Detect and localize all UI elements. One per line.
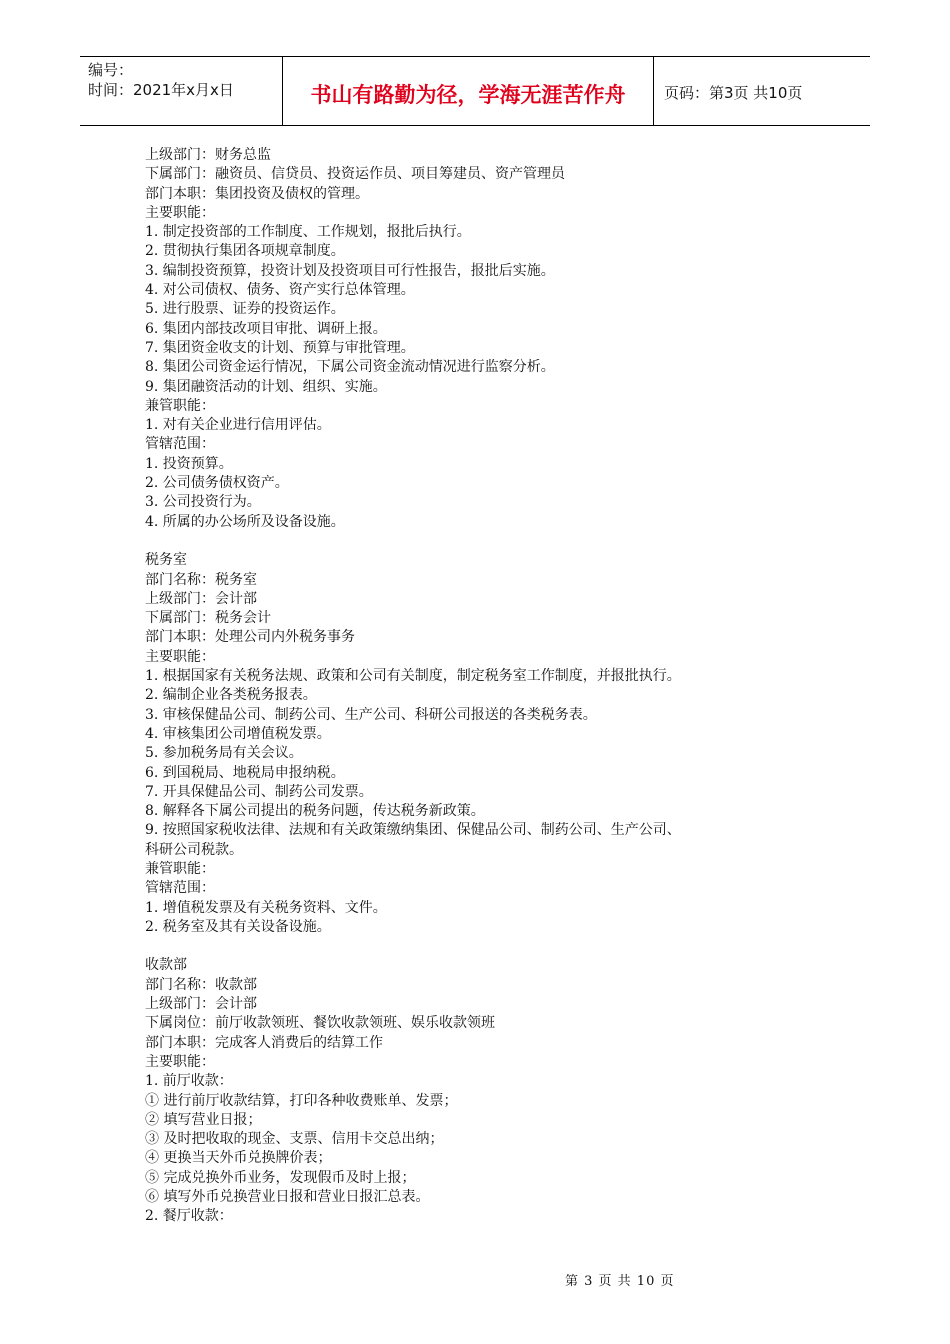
text-line: 5. 进行股票、证券的投资运作。 [145,301,345,318]
text-line: 4. 所属的办公场所及设备设施。 [145,513,345,530]
document-date: 时间：2021年x月x日 [88,81,234,99]
document-number-label: 编号： [88,61,134,79]
text-line: 主要职能： [145,648,215,665]
text-line: 2. 餐厅收款： [145,1208,233,1225]
text-line: 税务室 [145,552,187,569]
text-line: 4. 审核集团公司增值税发票。 [145,725,331,742]
text-line: 下属部门：融资员、信贷员、投资运作员、项目筹建员、资产管理员 [145,166,565,183]
text-line: 3. 公司投资行为。 [145,494,261,511]
header-meta-cell [80,57,283,125]
text-line: 1. 增值税发票及有关税务资料、文件。 [145,899,387,916]
text-line: 管辖范围： [145,880,215,897]
text-line: 主要职能： [145,204,215,221]
text-line: 3. 审核保健品公司、制药公司、生产公司、科研公司报送的各类税务表。 [145,706,597,723]
header-page-info: 页码：第3页 共10页 [664,84,803,102]
text-line: 上级部门：会计部 [145,996,257,1013]
text-line: 1. 投资预算。 [145,455,233,472]
page-footer: 第 3 页 共 10 页 [565,1274,675,1289]
text-line: 8. 集团公司资金运行情况，下属公司资金流动情况进行监察分析。 [145,359,555,376]
text-line: 部门本职：处理公司内外税务事务 [145,629,355,646]
text-line: 9. 按照国家税收法律、法规和有关政策缴纳集团、保健品公司、制药公司、生产公司、 [145,822,681,839]
text-line: ② 填写营业日报； [145,1111,262,1128]
text-line: 2. 公司债务债权资产。 [145,475,289,492]
blank-line [145,532,825,551]
text-line: 6. 集团内部技改项目审批、调研上报。 [145,320,387,337]
text-line: 1. 前厅收款： [145,1073,233,1090]
text-line: 主要职能： [145,1053,215,1070]
text-line: 9. 集团融资活动的计划、组织、实施。 [145,378,387,395]
text-line: 5. 参加税务局有关会议。 [145,745,303,762]
text-line: ⑥ 填写外币兑换营业日报和营业日报汇总表。 [145,1189,430,1206]
text-line: 上级部门：财务总监 [145,147,271,163]
text-line: 部门本职：集团投资及债权的管理。 [145,185,369,202]
text-line: 2. 贯彻执行集团各项规章制度。 [145,243,345,260]
header-motto: 书山有路勤为径，学海无涯苦作舟 [310,83,626,107]
text-line: 兼管职能： [145,860,215,877]
document-body [145,146,825,1227]
text-line: 2. 税务室及其有关设备设施。 [145,918,331,935]
text-line: 1. 制定投资部的工作制度、工作规划，报批后执行。 [145,224,471,241]
page-header [80,56,870,126]
text-line: 2. 编制企业各类税务报表。 [145,687,317,704]
text-line: ⑤ 完成兑换外币业务，发现假币及时上报； [145,1169,416,1186]
blank-line [145,937,825,956]
text-line: 兼管职能： [145,397,215,414]
header-motto-cell [283,57,654,125]
text-line: ③ 及时把收取的现金、支票、信用卡交总出纳； [145,1131,444,1148]
text-line: ④ 更换当天外币兑换牌价表； [145,1150,332,1167]
header-page-cell [654,57,870,125]
text-line: ① 进行前厅收款结算，打印各种收费账单、发票； [145,1092,458,1109]
text-line: 7. 集团资金收支的计划、预算与审批管理。 [145,339,415,356]
text-line: 6. 到国税局、地税局申报纳税。 [145,764,345,781]
text-line: 部门名称：税务室 [145,571,257,588]
text-line: 部门本职：完成客人消费后的结算工作 [145,1034,383,1051]
text-line: 管辖范围： [145,436,215,453]
text-line: 科研公司税款。 [145,841,243,858]
text-line: 1. 对有关企业进行信用评估。 [145,417,331,434]
text-line: 收款部 [145,957,187,974]
text-line: 下属岗位：前厅收款领班、餐饮收款领班、娱乐收款领班 [145,1015,495,1032]
text-line: 4. 对公司债权、债务、资产实行总体管理。 [145,282,415,299]
text-line: 部门名称：收款部 [145,976,257,993]
text-line: 8. 解释各下属公司提出的税务问题，传达税务新政策。 [145,803,485,820]
text-line: 7. 开具保健品公司、制药公司发票。 [145,783,373,800]
text-line: 下属部门：税务会计 [145,610,271,627]
text-line: 上级部门：会计部 [145,590,257,607]
text-line: 1. 根据国家有关税务法规、政策和公司有关制度，制定税务室工作制度，并报批执行。 [145,668,681,685]
text-line: 3. 编制投资预算，投资计划及投资项目可行性报告，报批后实施。 [145,262,555,279]
